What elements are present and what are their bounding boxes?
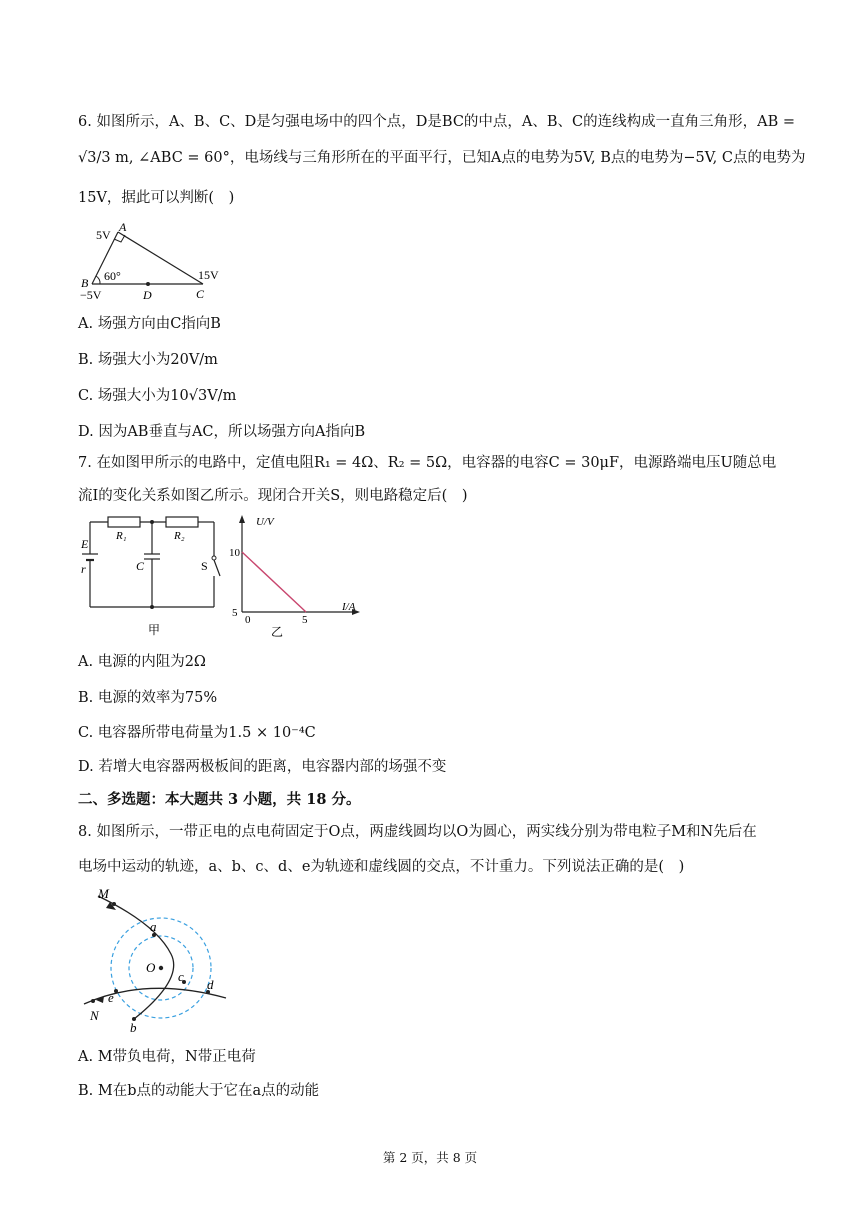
q6-option-b: B. 场强大小为20V/m: [78, 352, 218, 368]
q7-ui-graph: [226, 512, 366, 640]
q7-origin-label: 0: [245, 614, 251, 626]
q6-a-potential: 5V: [96, 228, 111, 242]
q8-option-a: A. M带负电荷，N带正电荷: [78, 1049, 256, 1065]
q7-label-c: C: [136, 559, 145, 573]
q6-label-d: D: [143, 288, 152, 302]
q8-label-e: e: [108, 990, 114, 1005]
q7-label-e: E: [81, 537, 89, 551]
q7-line-2: 流I的变化关系如图乙所示。现闭合开关S，则电路稳定后( ): [78, 488, 468, 504]
q8-label-a: a: [150, 919, 157, 934]
q7-y-axis-label: U/V: [256, 516, 274, 528]
q6-b-potential: −5V: [80, 288, 102, 302]
q8-option-b: B. M在b点的动能大于它在a点的动能: [78, 1083, 320, 1099]
q7-y-tick-5: 5: [232, 607, 238, 619]
q7-circuit-figure: [76, 512, 226, 640]
q8-label-c: c: [178, 969, 184, 984]
q6-triangle-figure: [78, 218, 228, 304]
q7-option-c: C. 电容器所带电荷量为1.5 × 10⁻⁴C: [78, 725, 316, 741]
q8-label-n: N: [90, 1008, 99, 1023]
q7-y-tick-10: 10: [229, 547, 240, 559]
q7-option-a: A. 电源的内阻为2Ω: [78, 654, 206, 670]
q7-label-yi: 乙: [271, 625, 284, 639]
q6-label-b: B: [81, 276, 89, 290]
q6-option-d: D. 因为AB垂直与AC，所以场强方向A指向B: [78, 424, 366, 440]
q7-label-r: r: [81, 562, 86, 576]
q8-trajectory-figure: [76, 884, 236, 1034]
page-footer: 第 2 页，共 8 页: [382, 1150, 478, 1165]
q8-label-b: b: [130, 1020, 137, 1034]
q7-label-r2: R₂: [174, 530, 185, 542]
q6-label-a: A: [119, 220, 127, 234]
q7-line-1: 7. 在如图甲所示的电路中，定值电阻R₁ = 4Ω、R₂ = 5Ω，电容器的电容C = 30μF，电源路端电压U随总电: [78, 455, 777, 471]
q7-label-r1: R₁: [116, 530, 127, 542]
q6-label-c: C: [196, 287, 205, 301]
q7-label-s: S: [201, 559, 208, 573]
q6-option-c: C. 场强大小为10√3V/m: [78, 388, 237, 404]
q6-line-1: 6. 如图所示，A、B、C、D是匀强电场中的四个点，D是BC的中点，A、B、C的连线构成一直角三角形，AB =: [78, 114, 796, 130]
section-heading-multi-choice: 二、多选题：本大题共 3 小题，共 18 分。: [78, 791, 361, 808]
q6-line-3: 15V，据此可以判断( ): [78, 190, 235, 206]
q7-x-axis-label: I/A: [342, 601, 356, 613]
q8-label-d: d: [207, 977, 214, 992]
q7-x-tick-5: 5: [302, 614, 308, 626]
q8-label-o: O: [146, 960, 156, 975]
q6-option-a: A. 场强方向由C指向B: [78, 316, 221, 332]
q7-option-d: D. 若增大电容器两极板间的距离，电容器内部的场强不变: [78, 759, 447, 775]
q8-line-2: 电场中运动的轨迹，a、b、c、d、e为轨迹和虚线圆的交点，不计重力。下列说法正确的是( ): [78, 859, 685, 875]
q8-label-m: M: [98, 886, 109, 901]
q6-c-potential: 15V: [198, 268, 219, 282]
q7-option-b: B. 电源的效率为75%: [78, 690, 218, 706]
q7-label-jia: 甲: [148, 623, 161, 637]
q6-line-2: √3/3 m, ∠ABC = 60°，电场线与三角形所在的平面平行，已知A点的电势为5V, B点的电势为−5V, C点的电势为: [78, 150, 806, 166]
q8-line-1: 8. 如图所示，一带正电的点电荷固定于O点，两虚线圆均以O为圆心，两实线分别为带电粒子M和N先后在: [78, 824, 757, 840]
q6-angle-label: 60°: [104, 269, 121, 283]
